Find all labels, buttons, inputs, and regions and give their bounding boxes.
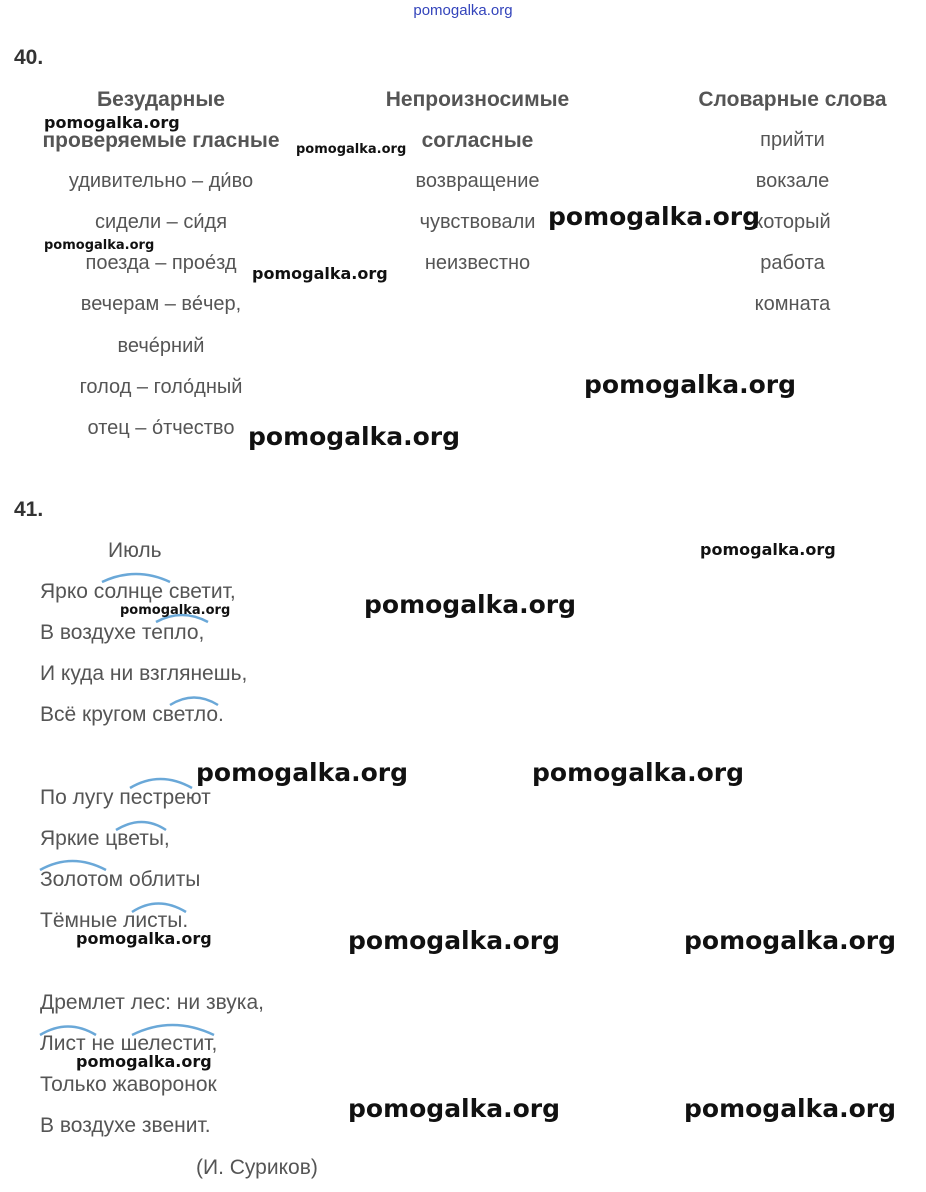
exercise-40-number: 40. bbox=[14, 46, 44, 69]
watermark: pomogalka.org bbox=[364, 590, 577, 619]
poem-line: Золотом облиты bbox=[40, 868, 201, 891]
exercise-41-number: 41. bbox=[14, 498, 44, 521]
col2-word: неизвестно bbox=[424, 252, 531, 274]
subheader-checked-vowels: проверяемые гласные bbox=[42, 129, 280, 152]
arc-mark bbox=[40, 1027, 96, 1036]
poem-line: Яркие цветы, bbox=[40, 827, 170, 850]
watermark: pomogalka.org bbox=[700, 540, 836, 559]
watermark: pomogalka.org bbox=[348, 926, 561, 955]
poem-line: И куда ни взглянешь, bbox=[40, 662, 248, 685]
watermark: pomogalka.org bbox=[248, 422, 461, 451]
watermark: pomogalka.org bbox=[684, 926, 897, 955]
col3-word: вокзале bbox=[755, 170, 830, 192]
watermark: pomogalka.org bbox=[684, 1094, 897, 1123]
header-unstressed: Безударные bbox=[97, 88, 225, 111]
poem-line: Только жаворонок bbox=[40, 1073, 217, 1096]
header-unpronounceable: Непроизносимые bbox=[385, 88, 570, 111]
poem-line: В воздухе звенит. bbox=[40, 1114, 211, 1137]
poem-line: Дремлет лес: ни звука, bbox=[40, 991, 264, 1014]
col1-word: поезда – прое́зд bbox=[85, 252, 237, 274]
arc-mark bbox=[130, 779, 192, 788]
col3-word: работа bbox=[760, 252, 825, 274]
watermark: pomogalka.org bbox=[196, 758, 409, 787]
watermark: pomogalka.org bbox=[44, 113, 180, 132]
poem-line: Тёмные листы. bbox=[40, 909, 189, 932]
watermark: pomogalka.org bbox=[584, 370, 797, 399]
arc-mark bbox=[170, 698, 218, 706]
subheader-consonants: согласные bbox=[421, 129, 534, 152]
col1-word: отец – о́тчество bbox=[87, 417, 235, 439]
col3-word: который bbox=[754, 211, 831, 233]
poem-line: По лугу пестреют bbox=[40, 786, 211, 809]
col1-word: удивительно – ди́во bbox=[68, 170, 254, 192]
col1-word: сидели – си́дя bbox=[94, 211, 228, 233]
col3-word: прийти bbox=[760, 129, 825, 151]
poem-line: Всё кругом светло. bbox=[40, 703, 224, 726]
top-watermark: pomogalka.org bbox=[413, 2, 513, 19]
watermark: pomogalka.org bbox=[76, 929, 212, 948]
arc-mark bbox=[40, 861, 106, 870]
col2-word: возвращение bbox=[415, 170, 540, 192]
poem-author: (И. Суриков) bbox=[196, 1156, 318, 1179]
col3-word: комната bbox=[754, 293, 831, 315]
watermark: pomogalka.org bbox=[532, 758, 745, 787]
col2-word: чувствовали bbox=[419, 211, 536, 233]
header-dictionary: Словарные слова bbox=[698, 88, 887, 111]
arc-mark bbox=[132, 1025, 214, 1035]
poem-line: В воздухе тепло, bbox=[40, 621, 205, 644]
watermark: pomogalka.org bbox=[76, 1052, 212, 1071]
arc-mark bbox=[116, 822, 166, 830]
col1-word: вечерам – ве́чер, bbox=[80, 293, 242, 315]
watermark: pomogalka.org bbox=[120, 603, 231, 618]
watermark: pomogalka.org bbox=[296, 142, 407, 157]
poem-title: Июль bbox=[108, 539, 162, 562]
col1-word: вечéрний bbox=[117, 335, 205, 357]
poem-line: Ярко солнце светит, bbox=[40, 580, 236, 603]
arc-mark bbox=[132, 904, 186, 913]
watermark: pomogalka.org bbox=[348, 1094, 561, 1123]
poem-line: Лист не шелестит, bbox=[40, 1032, 218, 1055]
watermark: pomogalka.org bbox=[548, 202, 761, 231]
watermark: pomogalka.org bbox=[252, 264, 388, 283]
watermark: pomogalka.org bbox=[44, 238, 155, 253]
col1-word: голод – голо́дный bbox=[79, 376, 243, 398]
arc-mark bbox=[102, 574, 170, 582]
